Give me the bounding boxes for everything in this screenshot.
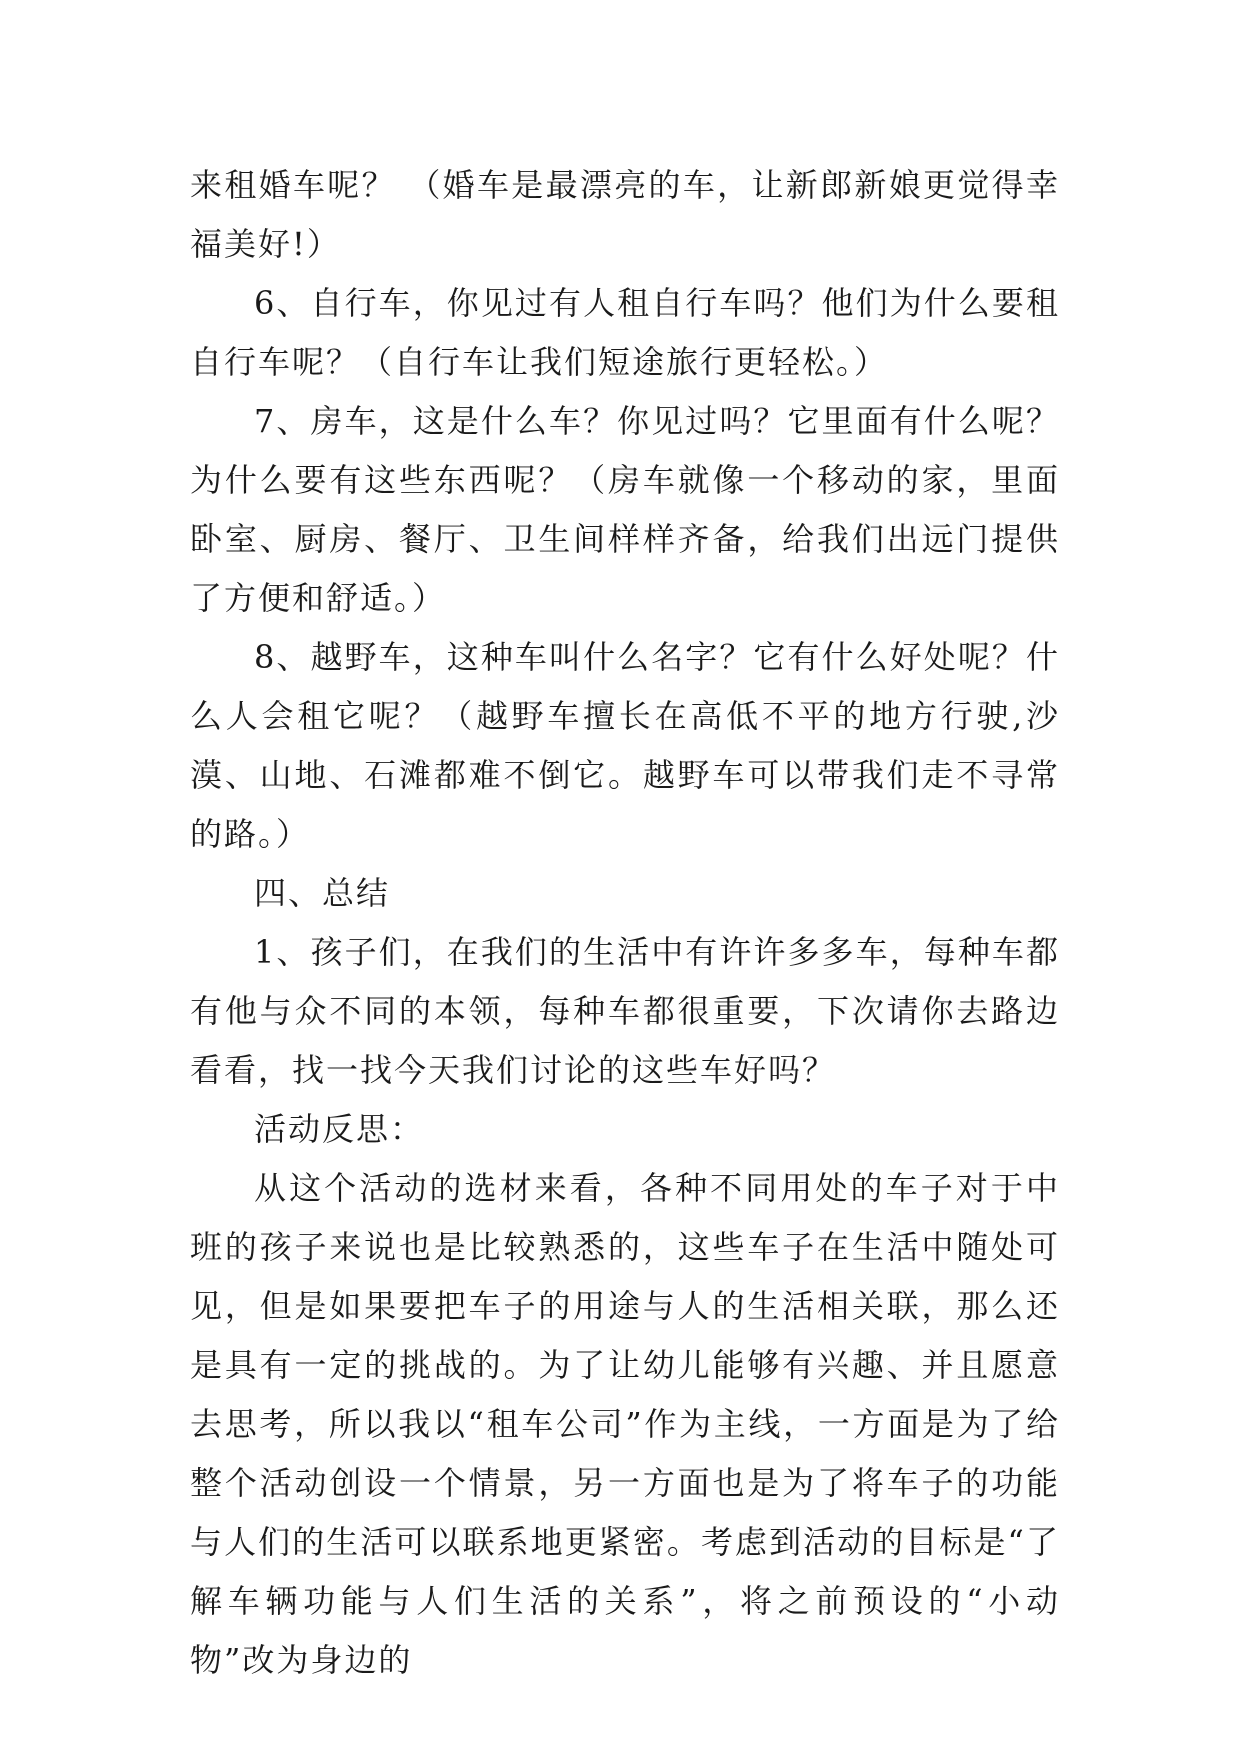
paragraph-off-road: 8、越野车，这种车叫什么名字？它有什么好处呢？什么人会租它呢？（越野车擅长在高低不平的地方行驶,沙漠、山地、石滩都难不倒它。越野车可以带我们走不寻常的路。）: [190, 638, 1060, 853]
paragraph-wedding-car-continued: 来租婚车呢？ （婚车是最漂亮的车，让新郎新娘更觉得幸福美好!）: [190, 166, 1060, 263]
paragraph-summary-1: 1、孩子们，在我们的生活中有许许多多车，每种车都有他与众不同的本领，每种车都很重要，下次请你去路边看看，找一找今天我们讨论的这些车好吗？: [190, 933, 1060, 1089]
section-heading-reflection: 活动反思：: [254, 1110, 425, 1148]
section-heading-summary: 四、总结: [254, 874, 391, 912]
document-page: [190, 156, 1060, 1690]
paragraph-rv: 7、房车，这是什么车？你见过吗？它里面有什么呢？为什么要有这些东西呢？（房车就像一个移动的家，里面卧室、厨房、餐厅、卫生间样样齐备，给我们出远门提供了方便和舒适。）: [190, 402, 1060, 617]
paragraph-reflection: 从这个活动的选材来看，各种不同用处的车子对于中班的孩子来说也是比较熟悉的，这些车子在生活中随处可见，但是如果要把车子的用途与人的生活相关联，那么还是具有一定的挑战的。为了让幼儿能够有兴趣、并且愿意去思考，所以我以“租车公司”作为主线，一方面是为了给整个活动创设一个情景，另一方面也是为了将车子的功能与人们的生活可以联系地更紧密。考虑到活动的目标是“了解车辆功能与人们生活的关系”，将之前预设的“小动物”改为身边的: [190, 1169, 1060, 1679]
paragraph-bicycle: 6、自行车，你见过有人租自行车吗？他们为什么要租自行车呢？（自行车让我们短途旅行更轻松。）: [190, 284, 1060, 381]
